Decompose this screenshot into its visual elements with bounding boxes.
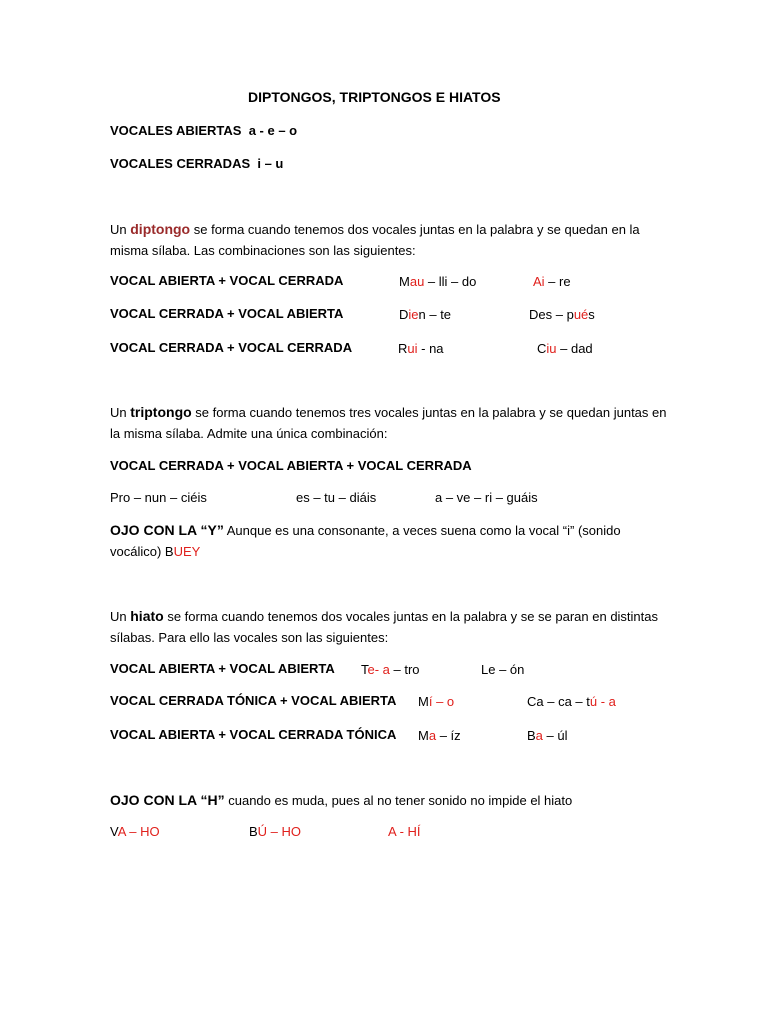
diptongo-rule-3: VOCAL CERRADA + VOCAL CERRADA	[110, 340, 353, 355]
diptongo-rule-1-example-2: Ai – re	[533, 274, 571, 289]
y-note: OJO CON LA “Y” Aunque es una consonante, a veces suena como la vocal “i” (sonido vocálico) BUEY	[110, 522, 621, 559]
hiato-term: hiato	[130, 608, 164, 624]
diptongo-intro-pre: Un	[110, 222, 127, 237]
triptongo-definition: Un triptongo se forma cuando tenemos tres vocales juntas en la palabra y se quedan juntas en la misma sílaba. Admite una única combinación:	[110, 404, 667, 441]
hiato-definition: Un hiato se forma cuando tenemos dos vocales juntas en la palabra y se se paran en distintas sílabas. Para ello las vocales son las siguientes:	[110, 608, 659, 645]
open-vowels-line	[110, 123, 297, 139]
closed-vowels-line	[110, 156, 283, 172]
diptongo-rule-2: VOCAL CERRADA + VOCAL ABIERTA	[110, 306, 344, 321]
page-title: DIPTONGOS, TRIPTONGOS E HIATOS	[248, 89, 501, 105]
hiato-rule-1-example-2: Le – ón	[481, 662, 525, 677]
triptongo-example-2: es – tu – diáis	[296, 490, 377, 505]
triptongo-term: triptongo	[130, 404, 192, 420]
h-note-label: OJO CON LA “H”	[110, 792, 225, 808]
diptongo-rule-3-example-2: Ciu – dad	[537, 341, 593, 356]
hiato-rule-3-example-1: Ma – íz	[418, 728, 461, 743]
y-note-example: UEY	[173, 544, 201, 559]
diptongo-rule-3-example-1: Rui - na	[398, 341, 444, 356]
open-vowels-label: VOCALES ABIERTAS	[110, 123, 242, 138]
hiato-rule-1-example-1: Te- a – tro	[361, 662, 420, 677]
diptongo-intro-post: se forma cuando tenemos dos vocales juntas en la palabra y se quedan en la misma sílaba. Las combinaciones son las siguientes:	[110, 222, 640, 258]
closed-vowels-label: VOCALES CERRADAS	[110, 156, 251, 171]
triptongo-rule: VOCAL CERRADA + VOCAL ABIERTA + VOCAL CERRADA	[110, 458, 472, 473]
closed-vowels-list: i – u	[257, 156, 284, 171]
hiato-rule-3-example-2: Ba – úl	[527, 728, 568, 743]
h-note: OJO CON LA “H” cuando es muda, pues al no tener sonido no impide el hiato	[110, 792, 573, 808]
diptongo-rule-1-example-1: Mau – lli – do	[399, 274, 477, 289]
hiato-rule-2-example-2: Ca – ca – tú - a	[527, 694, 616, 709]
hiato-rule-2: VOCAL CERRADA TÓNICA + VOCAL ABIERTA	[110, 693, 397, 708]
diptongo-definition	[110, 219, 670, 261]
diptongo-rule-2-example-1: Dien – te	[399, 307, 452, 322]
diptongo-term: diptongo	[130, 221, 191, 237]
diptongo-rule-2-example-2: Des – pués	[529, 307, 595, 322]
h-example-3: A - HÍ	[388, 824, 421, 839]
h-example-2: BÚ – HO	[249, 824, 302, 839]
y-note-label: OJO CON LA “Y”	[110, 522, 224, 538]
open-vowels-list: a - e – o	[248, 123, 298, 138]
hiato-rule-1: VOCAL ABIERTA + VOCAL ABIERTA	[110, 661, 335, 676]
hiato-rule-2-example-1: Mí – o	[418, 694, 455, 709]
h-example-1: VA – HO	[110, 824, 160, 839]
triptongo-example-1: Pro – nun – ciéis	[110, 490, 207, 505]
triptongo-example-3: a – ve – ri – guáis	[435, 490, 538, 505]
hiato-rule-3: VOCAL ABIERTA + VOCAL CERRADA TÓNICA	[110, 727, 397, 742]
diptongo-rule-1: VOCAL ABIERTA + VOCAL CERRADA	[110, 273, 344, 288]
